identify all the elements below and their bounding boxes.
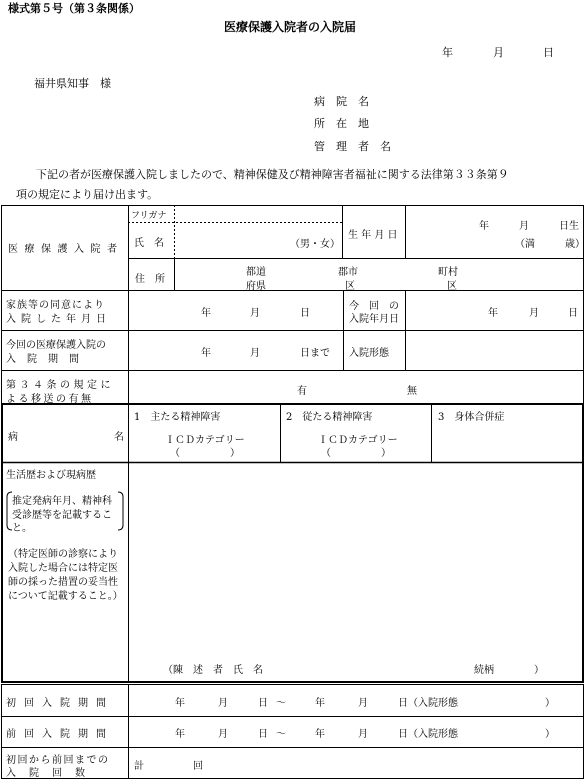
- city-bottom: 区: [345, 281, 355, 292]
- page-title: 医療保護入院者の入院届: [224, 20, 357, 34]
- patient-label-text: 医療保護入院者: [8, 244, 124, 255]
- date-month: 月: [493, 46, 504, 59]
- history-note-b4: について記載すること。）: [8, 591, 123, 602]
- secondary-disorder-label: 2 従たる精神障害: [286, 412, 373, 423]
- first-d[interactable]: 日: [258, 698, 268, 709]
- this-month[interactable]: 月: [529, 308, 539, 319]
- transfer-label-1: 第３４条の規定に: [6, 380, 114, 391]
- consent-day[interactable]: 日: [300, 308, 310, 319]
- transfer-label-2: よる移送の有無: [6, 394, 94, 405]
- admission-type-label: 入院形態: [349, 348, 389, 359]
- relation-label: 続柄 ）: [474, 665, 544, 676]
- this-admission-label-1: 今 回 の: [349, 301, 399, 312]
- this-admission-label-2: 入院年月日: [349, 314, 399, 325]
- prev-tilde: ～: [276, 729, 286, 740]
- transfer-no[interactable]: 無: [407, 386, 417, 397]
- intro-line-1: 下記の者が医療保護入院しましたので、精神保健及び精神障害者福祉に関する法律第３３条第９: [36, 168, 509, 181]
- first-m[interactable]: 月: [218, 698, 228, 709]
- history-note-a3: と。: [12, 523, 32, 534]
- prev-d2[interactable]: 日（入院形態: [398, 729, 458, 740]
- main-disorder-label: 1 主たる精神障害: [134, 412, 221, 423]
- town-top: 町村: [438, 267, 458, 278]
- consent-month[interactable]: 月: [250, 308, 260, 319]
- secondary-icd-field[interactable]: （ ）: [321, 448, 391, 459]
- count-times[interactable]: 回: [193, 761, 203, 772]
- count-total: 計: [134, 761, 144, 772]
- first-period-label: 初回入院期間: [6, 698, 114, 709]
- narrator-name-label: （陳 述 者 氏 名: [163, 665, 263, 676]
- date-year: 年: [442, 46, 453, 59]
- prev-y2[interactable]: 年: [315, 729, 325, 740]
- physical-complication-label: 3 身体合併症: [438, 412, 505, 423]
- period-label-1: 今回の医療保護入院の: [6, 340, 106, 351]
- pref-bottom: 府県: [246, 281, 266, 292]
- main-icd-label: ＩＣＤカテゴリー: [165, 435, 245, 446]
- consent-year[interactable]: 年: [201, 308, 211, 319]
- this-day[interactable]: 日: [568, 308, 578, 319]
- disease-label-right: 名: [114, 432, 124, 443]
- furigana-label: フリガナ: [131, 211, 167, 221]
- location-label: 所 在 地: [314, 117, 369, 130]
- prev-y[interactable]: 年: [175, 729, 185, 740]
- main-icd-field[interactable]: （ ）: [170, 448, 240, 459]
- first-y[interactable]: 年: [175, 698, 185, 709]
- intro-line-2: 項の規定により届け出ます。: [16, 188, 159, 201]
- sex-selector[interactable]: （男・女）: [290, 239, 340, 250]
- pref-top: 都道: [246, 267, 266, 278]
- consent-label-1: 家族等の同意により: [6, 300, 105, 311]
- form-label: 様式第５号（第３条関係）: [8, 2, 140, 15]
- prev-m2[interactable]: 月: [358, 729, 368, 740]
- name-label: 氏 名: [134, 238, 164, 249]
- history-note-a1: 推定発病年月、精神科: [12, 496, 112, 507]
- secondary-icd-label: ＩＣＤカテゴリー: [318, 435, 398, 446]
- first-y2[interactable]: 年: [315, 698, 325, 709]
- disease-label-left: 病: [8, 432, 18, 443]
- hospital-name-label: 病 院 名: [314, 95, 369, 108]
- first-close: ）: [545, 698, 555, 709]
- patient-label: [8, 240, 122, 255]
- birth-date-field[interactable]: 年 月 日生: [479, 221, 579, 232]
- date-day: 日: [543, 46, 554, 59]
- period-label-2: 入院期間: [6, 354, 90, 365]
- addressee: 福井県知事 様: [34, 77, 111, 90]
- period-month[interactable]: 月: [250, 348, 260, 359]
- prev-period-label: 前回入院期間: [6, 729, 114, 740]
- prev-close: ）: [545, 729, 555, 740]
- first-d2[interactable]: 日（入院形態: [398, 698, 458, 709]
- history-note-a2: 受診歴等を記載するこ: [12, 510, 112, 521]
- prev-m[interactable]: 月: [218, 729, 228, 740]
- prev-d[interactable]: 日: [258, 729, 268, 740]
- consent-label-2: 入院した年月日: [6, 314, 111, 325]
- count-label-1: 初回から前回までの: [6, 755, 110, 766]
- address-label: 住 所: [135, 274, 165, 285]
- birth-label: 生 年 月 日: [348, 230, 398, 241]
- age-field[interactable]: （満 歳）: [515, 239, 585, 250]
- period-until[interactable]: 日まで: [300, 348, 330, 359]
- count-label-2: 入院回数: [6, 768, 98, 779]
- city-top: 郡市: [338, 267, 358, 278]
- town-bottom: 区: [447, 281, 457, 292]
- history-label: 生活歴および現病歴: [6, 470, 96, 481]
- transfer-yes[interactable]: 有: [297, 386, 307, 397]
- manager-name-label: 管 理 者 名: [314, 140, 391, 153]
- history-note-b1: （特定医師の診察により: [8, 549, 118, 560]
- period-year[interactable]: 年: [201, 348, 211, 359]
- first-m2[interactable]: 月: [358, 698, 368, 709]
- history-note-b2: 入院した場合には特定医: [8, 563, 118, 574]
- first-tilde: ～: [276, 698, 286, 709]
- history-note-b3: 師の採った措置の妥当性: [8, 577, 118, 588]
- this-year[interactable]: 年: [488, 308, 498, 319]
